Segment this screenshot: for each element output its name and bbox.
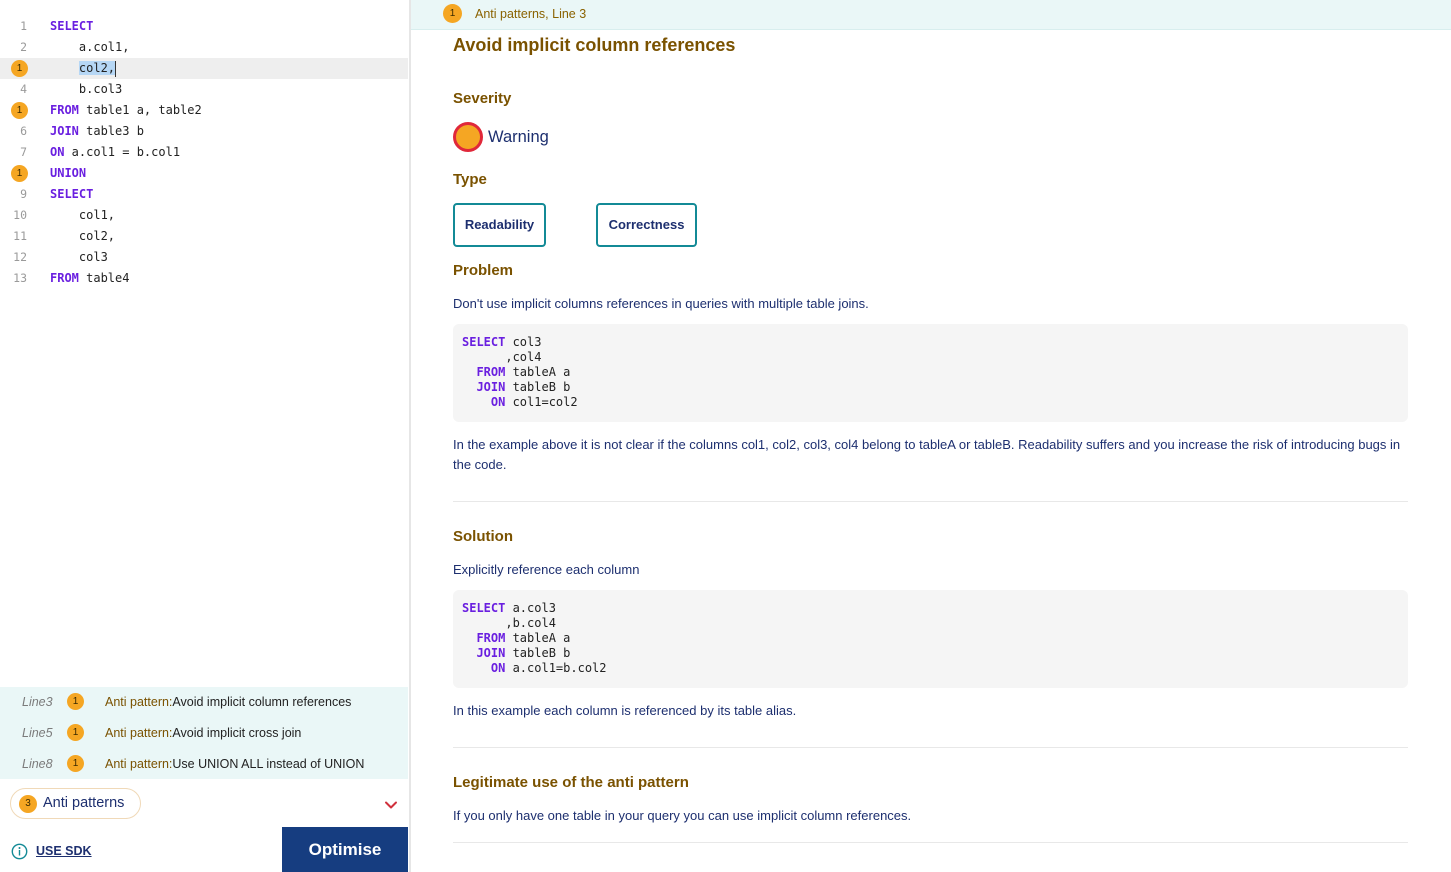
code-line[interactable] xyxy=(0,184,408,205)
line-number: 10 xyxy=(13,208,27,222)
sql-keyword: JOIN xyxy=(50,124,79,138)
sql-keyword: SELECT xyxy=(50,19,94,33)
breadcrumb: Anti patterns, Line 3 xyxy=(475,7,587,21)
code-text xyxy=(50,268,129,289)
code-text xyxy=(50,16,93,37)
issue-count-badge: 1 xyxy=(67,755,84,772)
code-example-line xyxy=(462,646,1399,661)
code-example-line xyxy=(462,395,1399,410)
sql-token: col2, xyxy=(50,229,116,243)
issue-count-badge: 1 xyxy=(67,724,84,741)
issue-description xyxy=(105,749,364,780)
issue-line-number: Line3 xyxy=(22,695,53,709)
line-number: 2 xyxy=(20,40,27,54)
issue-title: Use UNION ALL instead of UNION xyxy=(172,757,365,771)
issue-marker-badge[interactable]: 1 xyxy=(11,60,28,77)
sql-token: a.col1=b.col2 xyxy=(505,661,607,675)
issue-line-number: Line8 xyxy=(22,757,53,771)
code-example-line xyxy=(462,365,1399,380)
code-text xyxy=(50,121,144,142)
sql-token: col3 xyxy=(50,250,108,264)
sql-keyword: SELECT xyxy=(50,187,94,201)
issue-count-badge: 1 xyxy=(443,4,462,23)
issue-description xyxy=(105,718,301,749)
text-caret xyxy=(115,61,116,77)
type-tag-correctness: Correctness xyxy=(596,203,697,247)
legitimate-use-text: If you only have one table in your query you can use implicit column references. xyxy=(453,808,912,823)
code-text xyxy=(50,163,86,184)
page-title: Avoid implicit column references xyxy=(453,35,736,55)
sql-token: col1, xyxy=(50,208,116,222)
sql-keyword: SELECT xyxy=(462,601,506,615)
line-number: 12 xyxy=(13,250,27,264)
code-example-line xyxy=(462,380,1399,395)
sql-token: tableA a xyxy=(505,631,571,645)
warning-severity-icon xyxy=(453,122,483,152)
sql-token: table4 xyxy=(78,271,130,285)
code-line[interactable] xyxy=(0,16,408,37)
code-line[interactable] xyxy=(0,268,408,289)
sql-editor[interactable] xyxy=(0,16,409,289)
issue-title: Avoid implicit cross join xyxy=(172,726,302,740)
code-line[interactable] xyxy=(0,142,408,163)
sql-keyword: FROM xyxy=(50,271,79,285)
sql-keyword: FROM xyxy=(462,631,506,645)
code-text xyxy=(50,226,115,247)
code-example-line xyxy=(462,631,1399,646)
issue-marker-badge[interactable]: 1 xyxy=(11,102,28,119)
code-text xyxy=(50,79,122,100)
code-line[interactable] xyxy=(0,37,408,58)
line-number: 6 xyxy=(20,124,27,138)
code-line[interactable] xyxy=(0,100,408,121)
sql-keyword: UNION xyxy=(50,166,87,180)
code-example-line xyxy=(462,661,1399,676)
sql-keyword: SELECT xyxy=(462,335,506,349)
solution-explanation: In this example each column is referenced by its table alias. xyxy=(453,703,797,718)
line-number: 13 xyxy=(13,271,27,285)
anti-patterns-filter[interactable] xyxy=(10,788,141,819)
solution-text: Explicitly reference each column xyxy=(453,562,640,577)
sql-keyword: FROM xyxy=(50,103,79,117)
sql-token: col1=col2 xyxy=(505,395,578,409)
sql-keyword: JOIN xyxy=(462,646,506,660)
anti-patterns-label: Anti patterns xyxy=(43,795,125,811)
code-text xyxy=(50,100,202,121)
sql-keyword: ON xyxy=(50,145,65,159)
issue-row[interactable] xyxy=(0,749,408,780)
sql-token: tableB b xyxy=(505,646,571,660)
issue-title: Avoid implicit column references xyxy=(172,695,352,709)
code-example-line xyxy=(462,616,1399,631)
use-sdk-link[interactable]: USE SDK xyxy=(36,844,92,858)
line-number: 4 xyxy=(20,82,27,96)
code-text xyxy=(50,205,115,226)
detail-panel xyxy=(411,0,1451,872)
sql-token: col2, xyxy=(78,61,116,75)
code-example-line xyxy=(462,335,1399,350)
code-example-line xyxy=(462,350,1399,365)
code-text xyxy=(50,184,93,205)
legitimate-use-heading: Legitimate use of the anti pattern xyxy=(453,774,689,791)
issue-description xyxy=(105,687,351,718)
code-line[interactable] xyxy=(0,79,408,100)
code-line[interactable] xyxy=(0,163,408,184)
problem-explanation: In the example above it is not clear if the columns col1, col2, col3, col4 belong to tableA or tableB. Readability suffers and you increase the risk of introducing bugs in the code. xyxy=(453,437,1401,472)
detail-breadcrumb-bar xyxy=(411,0,1451,30)
issue-row[interactable] xyxy=(0,718,408,749)
severity-heading: Severity xyxy=(453,90,512,107)
problem-heading: Problem xyxy=(453,262,514,279)
issue-kind: Anti pattern: xyxy=(105,726,173,740)
section-divider xyxy=(453,501,1408,502)
section-divider xyxy=(453,747,1408,748)
sql-keyword: ON xyxy=(462,395,506,409)
sql-token: col3 xyxy=(505,335,542,349)
line-number: 9 xyxy=(20,187,27,201)
code-line[interactable] xyxy=(0,121,408,142)
optimise-button[interactable]: Optimise xyxy=(282,827,408,872)
line-number: 1 xyxy=(20,19,27,33)
info-icon xyxy=(11,843,28,860)
sql-keyword: JOIN xyxy=(462,380,506,394)
type-tag-readability: Readability xyxy=(453,203,546,247)
code-line[interactable] xyxy=(0,226,408,247)
sql-keyword: FROM xyxy=(462,365,506,379)
type-heading: Type xyxy=(453,171,487,188)
issue-count-badge: 1 xyxy=(67,693,84,710)
solution-code-example xyxy=(453,590,1408,688)
sql-token: a.col1 = b.col1 xyxy=(64,145,181,159)
anti-patterns-count-badge: 3 xyxy=(19,795,37,813)
line-number: 7 xyxy=(20,145,27,159)
issue-row[interactable] xyxy=(0,687,408,718)
code-line[interactable] xyxy=(0,58,408,79)
sql-token: tableB b xyxy=(505,380,571,394)
left-panel xyxy=(0,0,409,872)
sql-token: ,b.col4 xyxy=(462,616,556,630)
sql-token: table3 b xyxy=(78,124,144,138)
sql-token: a.col1, xyxy=(50,40,130,54)
sql-token: b.col3 xyxy=(50,82,123,96)
code-text xyxy=(50,247,108,268)
problem-text: Don't use implicit columns references in queries with multiple table joins. xyxy=(453,296,869,311)
problem-code-example xyxy=(453,324,1408,422)
code-text xyxy=(50,37,129,58)
issue-kind: Anti pattern: xyxy=(105,757,173,771)
code-example-line xyxy=(462,601,1399,616)
issue-kind: Anti pattern: xyxy=(105,695,173,709)
solution-heading: Solution xyxy=(453,528,513,545)
severity-label: Warning xyxy=(488,128,549,146)
sql-token: a.col3 xyxy=(505,601,556,615)
sql-token: table1 a, table2 xyxy=(78,103,202,117)
sql-token xyxy=(50,61,79,75)
code-line[interactable] xyxy=(0,205,408,226)
sql-token: ,col4 xyxy=(462,350,542,364)
issue-marker-badge[interactable]: 1 xyxy=(11,165,28,182)
sql-keyword: ON xyxy=(462,661,506,675)
issues-list xyxy=(0,687,408,779)
code-text xyxy=(50,58,116,79)
section-divider xyxy=(453,842,1408,843)
code-line[interactable] xyxy=(0,247,408,268)
line-number: 11 xyxy=(13,229,27,243)
issue-line-number: Line5 xyxy=(22,726,53,740)
chevron-down-icon[interactable] xyxy=(384,798,398,812)
sql-token: tableA a xyxy=(505,365,571,379)
code-text xyxy=(50,142,180,163)
